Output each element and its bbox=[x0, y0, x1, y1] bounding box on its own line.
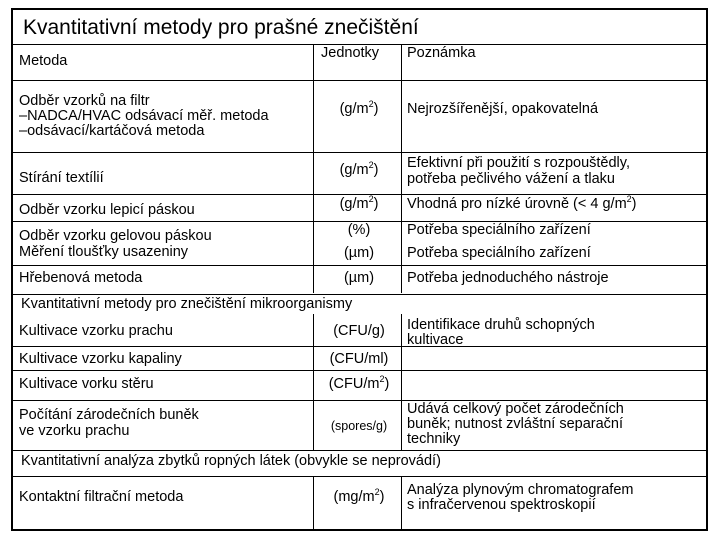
note-text: Potřeba speciálního zařízení bbox=[407, 222, 591, 238]
divider bbox=[13, 346, 706, 347]
method-text: Měření tloušťky usazeniny bbox=[19, 244, 189, 260]
unit-text: $(g/m^2)$ bbox=[339, 194, 379, 212]
section-title-micro: Kvantitativní metody pro znečištění mikroorganismy bbox=[21, 296, 353, 312]
header-poznamka: Poznámka bbox=[407, 45, 476, 61]
note-text: techniky bbox=[407, 431, 461, 447]
method-text: –NADCA/HVAC odsávací měř. metoda bbox=[19, 108, 269, 124]
unit-text: (µm) bbox=[343, 245, 375, 261]
unit-text: (%) bbox=[347, 222, 371, 238]
unit-text: $(CFU/m^2)$ bbox=[328, 374, 390, 392]
divider bbox=[13, 152, 706, 153]
unit-text: (CFU/g) bbox=[333, 323, 385, 339]
divider bbox=[13, 370, 706, 371]
unit-text: $(g/m^2)$ bbox=[339, 99, 379, 117]
divider bbox=[13, 265, 706, 266]
section-title-oil: Kvantitativní analýza zbytků ropných látek (obvykle se neprovádí) bbox=[21, 453, 441, 469]
method-text: Stírání textílií bbox=[19, 170, 104, 186]
note-text: kultivace bbox=[407, 332, 464, 348]
note-text: potřeba pečlivého vážení a tlaku bbox=[407, 171, 615, 187]
method-text: Kontaktní filtrační metoda bbox=[19, 489, 184, 505]
unit-text: (µm) bbox=[343, 270, 375, 286]
divider bbox=[13, 476, 706, 477]
divider bbox=[13, 80, 706, 81]
method-text: Kultivace vorku stěru bbox=[19, 376, 154, 392]
note-text: s infračervenou spektroskopií bbox=[407, 497, 596, 513]
note-text: Nejrozšířenější, opakovatelná bbox=[407, 101, 599, 117]
note-text: Udává celkový počet zárodečních bbox=[407, 401, 624, 417]
divider bbox=[13, 450, 706, 451]
header-jednotky: Jednotky bbox=[321, 45, 380, 61]
note-text: Potřeba jednoduchého nástroje bbox=[407, 270, 609, 286]
unit-text: (spores/g) bbox=[330, 419, 388, 433]
method-text: Kultivace vzorku kapaliny bbox=[19, 351, 182, 367]
method-text: Kultivace vzorku prachu bbox=[19, 323, 173, 339]
divider bbox=[13, 194, 706, 195]
method-text: Odběr vzorku lepicí páskou bbox=[19, 202, 195, 218]
note-text: Potřeba speciálního zařízení bbox=[407, 245, 591, 261]
method-text: –odsávací/kartáčová metoda bbox=[19, 123, 205, 139]
unit-text: (CFU/ml) bbox=[329, 351, 389, 367]
page-title: Kvantitativní metody pro prašné znečištění bbox=[23, 16, 419, 39]
method-text: Odběr vzorku gelovou páskou bbox=[19, 228, 212, 244]
method-text: Odběr vzorků na filtr bbox=[19, 93, 150, 109]
unit-text: $(g/m^2)$ bbox=[339, 160, 379, 178]
note-text: Vhodná pro nízké úrovně (< 4 $g/m^2$) bbox=[407, 194, 637, 212]
table-frame bbox=[11, 8, 708, 531]
note-text: Analýza plynovým chromatografem bbox=[407, 482, 634, 498]
note-text: Identifikace druhů schopných bbox=[407, 317, 595, 333]
method-text: ve vzorku prachu bbox=[19, 423, 130, 439]
method-text: Počítání zárodečních buněk bbox=[19, 407, 199, 423]
divider bbox=[13, 294, 706, 295]
note-text: Efektivní při použití s rozpouštědly, bbox=[407, 155, 630, 171]
method-text: Hřebenová metoda bbox=[19, 270, 143, 286]
header-metoda: Metoda bbox=[19, 53, 68, 69]
note-text: buněk; nutnost zvláštní separační bbox=[407, 416, 624, 432]
unit-text: $(mg/m^2)$ bbox=[333, 487, 385, 505]
